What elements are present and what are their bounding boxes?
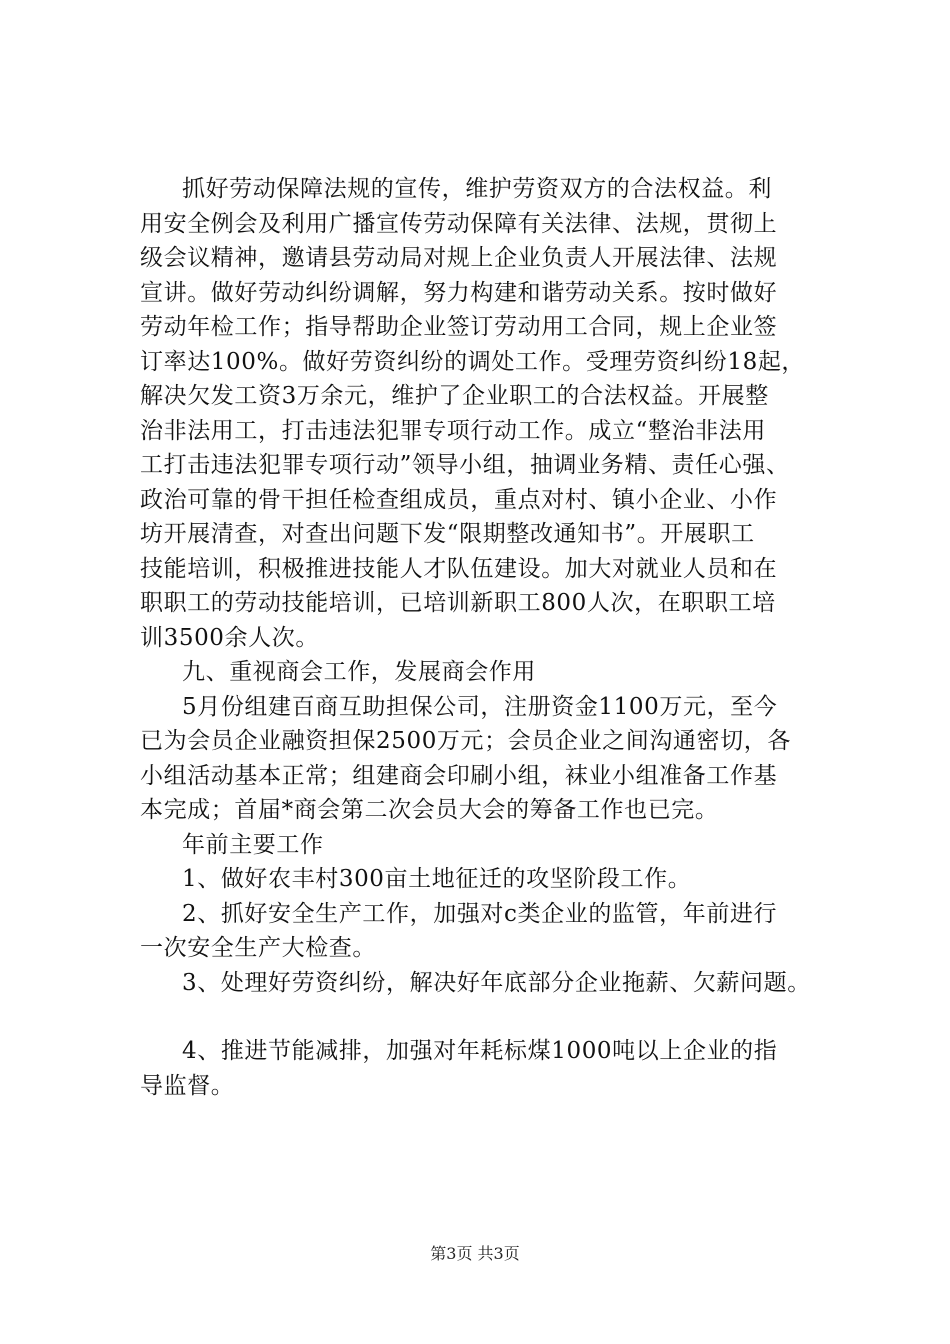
task-item: 2、抓好安全生产工作，加强对c类企业的监管，年前进行 — [182, 900, 778, 927]
paragraph-gap — [140, 1000, 840, 1034]
task-item: 4、推进节能减排，加强对年耗标煤1000吨以上企业的指 — [182, 1038, 778, 1064]
text-line: 职职工的劳动技能培训，已培训新职工800人次，在职职工培 — [140, 590, 776, 616]
task-item-continuation: 一次安全生产大检查。 — [140, 935, 376, 961]
text-line: 本完成；首届*商会第二次会员大会的筹备工作也已完。 — [140, 797, 719, 823]
text-line: 技能培训，积极推进技能人才队伍建设。加大对就业人员和在 — [140, 555, 778, 582]
text-line: 订率达100%。做好劳资纠纷的调处工作。受理劳资纠纷18起， — [140, 348, 806, 375]
text-line: 已为会员企业融资担保2500万元；会员企业之间沟通密切，各 — [140, 728, 791, 754]
text-line: 小组活动基本正常；组建商会印刷小组，袜业小组准备工作基 — [140, 762, 778, 789]
task-item: 1、做好农丰村300亩土地征迁的攻坚阶段工作。 — [182, 866, 692, 892]
page-footer: 第3页 共3页 — [430, 1244, 520, 1263]
text-line: 宣讲。做好劳动纠纷调解，努力构建和谐劳动关系。按时做好 — [140, 279, 778, 306]
text-line: 坊开展清查，对查出问题下发“限期整改通知书”。开展职工 — [140, 521, 755, 547]
section-heading-chamber: 九、重视商会工作，发展商会作用 — [182, 659, 536, 685]
task-item: 3、处理好劳资纠纷，解决好年底部分企业拖薪、欠薪问题。 — [182, 969, 811, 996]
text-line: 用安全例会及利用广播宣传劳动保障有关法律、法规，贯彻上 — [140, 210, 778, 237]
text-line: 工打击违法犯罪专项行动”领导小组，抽调业务精、责任心强、 — [140, 452, 790, 478]
task-item-continuation: 导监督。 — [140, 1072, 235, 1099]
text-line: 级会议精神，邀请县劳动局对规上企业负责人开展法律、法规 — [140, 245, 778, 271]
document-body — [140, 172, 840, 1103]
text-line: 5月份组建百商互助担保公司，注册资金1100万元，至今 — [182, 693, 778, 720]
text-line: 训3500余人次。 — [140, 624, 319, 651]
text-line: 解决欠发工资3万余元，维护了企业职工的合法权益。开展整 — [140, 383, 769, 409]
section-heading-tasks: 年前主要工作 — [182, 831, 324, 858]
text-line: 劳动年检工作；指导帮助企业签订劳动用工合同，规上企业签 — [140, 314, 778, 340]
text-line: 政治可靠的骨干担任检查组成员，重点对村、镇小企业、小作 — [140, 486, 778, 513]
text-line: 治非法用工，打击违法犯罪专项行动工作。成立“整治非法用 — [140, 417, 766, 444]
text-line: 抓好劳动保障法规的宣传，维护劳资双方的合法权益。利 — [182, 176, 772, 202]
